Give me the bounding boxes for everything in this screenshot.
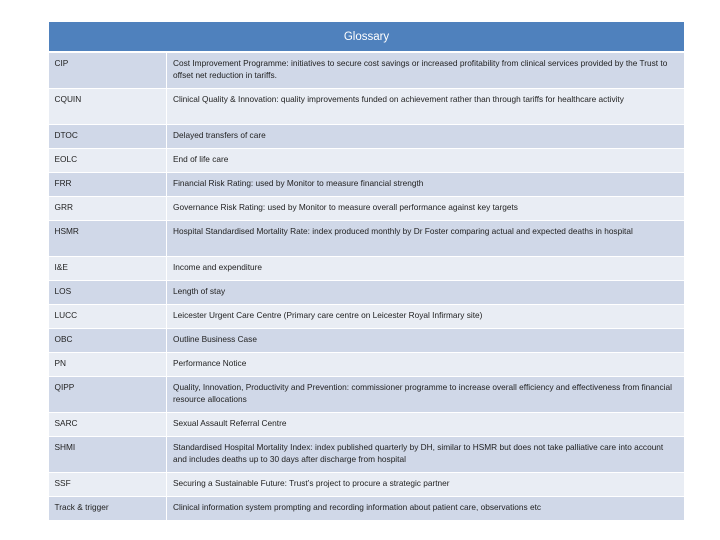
definition-cell: Hospital Standardised Mortality Rate: index produced monthly by Dr Foster comparing actual and expected deaths in hospital [167,221,685,257]
table-row [49,52,685,89]
definition-cell: Clinical Quality & Innovation: quality improvements funded on achievement rather than through tariffs for healthcare activity [167,89,685,125]
table-row [49,173,685,197]
table-row [49,149,685,173]
term-cell: Track & trigger [49,497,167,521]
definition-cell: Leicester Urgent Care Centre (Primary care centre on Leicester Royal Infirmary site) [167,305,685,329]
table-row [49,413,685,437]
definition-cell: Cost Improvement Programme: initiatives to secure cost savings or increased profitability from clinical services provided by the Trust to offset net reduction in tariffs. [167,52,685,89]
definition-cell: Sexual Assault Referral Centre [167,413,685,437]
term-cell: LOS [49,281,167,305]
term-cell: SHMI [49,437,167,473]
table-row [49,305,685,329]
glossary-title: Glossary [49,22,685,53]
term-cell: PN [49,353,167,377]
table-row [49,257,685,281]
term-cell: FRR [49,173,167,197]
term-cell: CIP [49,52,167,89]
definition-cell: Governance Risk Rating: used by Monitor to measure overall performance against key targets [167,197,685,221]
table-row [49,221,685,257]
definition-cell: Standardised Hospital Mortality Index: index published quarterly by DH, similar to HSMR but does not take palliative care into account and includes deaths up to 30 days after discharge from hospital [167,437,685,473]
glossary-table [48,21,685,521]
table-row [49,125,685,149]
table-row [49,89,685,125]
term-cell: I&E [49,257,167,281]
term-cell: GRR [49,197,167,221]
term-cell: LUCC [49,305,167,329]
table-row [49,497,685,521]
term-cell: CQUIN [49,89,167,125]
table-row [49,377,685,413]
table-row [49,353,685,377]
term-cell: OBC [49,329,167,353]
definition-cell: Quality, Innovation, Productivity and Prevention: commissioner programme to increase overall efficiency and effectiveness from financial resource allocations [167,377,685,413]
table-header-row [49,22,685,53]
table-row [49,197,685,221]
definition-cell: Clinical information system prompting and recording information about patient care, observations etc [167,497,685,521]
definition-cell: Delayed transfers of care [167,125,685,149]
term-cell: DTOC [49,125,167,149]
term-cell: EOLC [49,149,167,173]
definition-cell: Outline Business Case [167,329,685,353]
table-row [49,281,685,305]
definition-cell: Financial Risk Rating: used by Monitor to measure financial strength [167,173,685,197]
definition-cell: Length of stay [167,281,685,305]
table-row [49,329,685,353]
term-cell: HSMR [49,221,167,257]
term-cell: SARC [49,413,167,437]
definition-cell: Performance Notice [167,353,685,377]
definition-cell: Income and expenditure [167,257,685,281]
table-row [49,437,685,473]
definition-cell: End of life care [167,149,685,173]
term-cell: QIPP [49,377,167,413]
term-cell: SSF [49,473,167,497]
table-row [49,473,685,497]
definition-cell: Securing a Sustainable Future: Trust’s project to procure a strategic partner [167,473,685,497]
